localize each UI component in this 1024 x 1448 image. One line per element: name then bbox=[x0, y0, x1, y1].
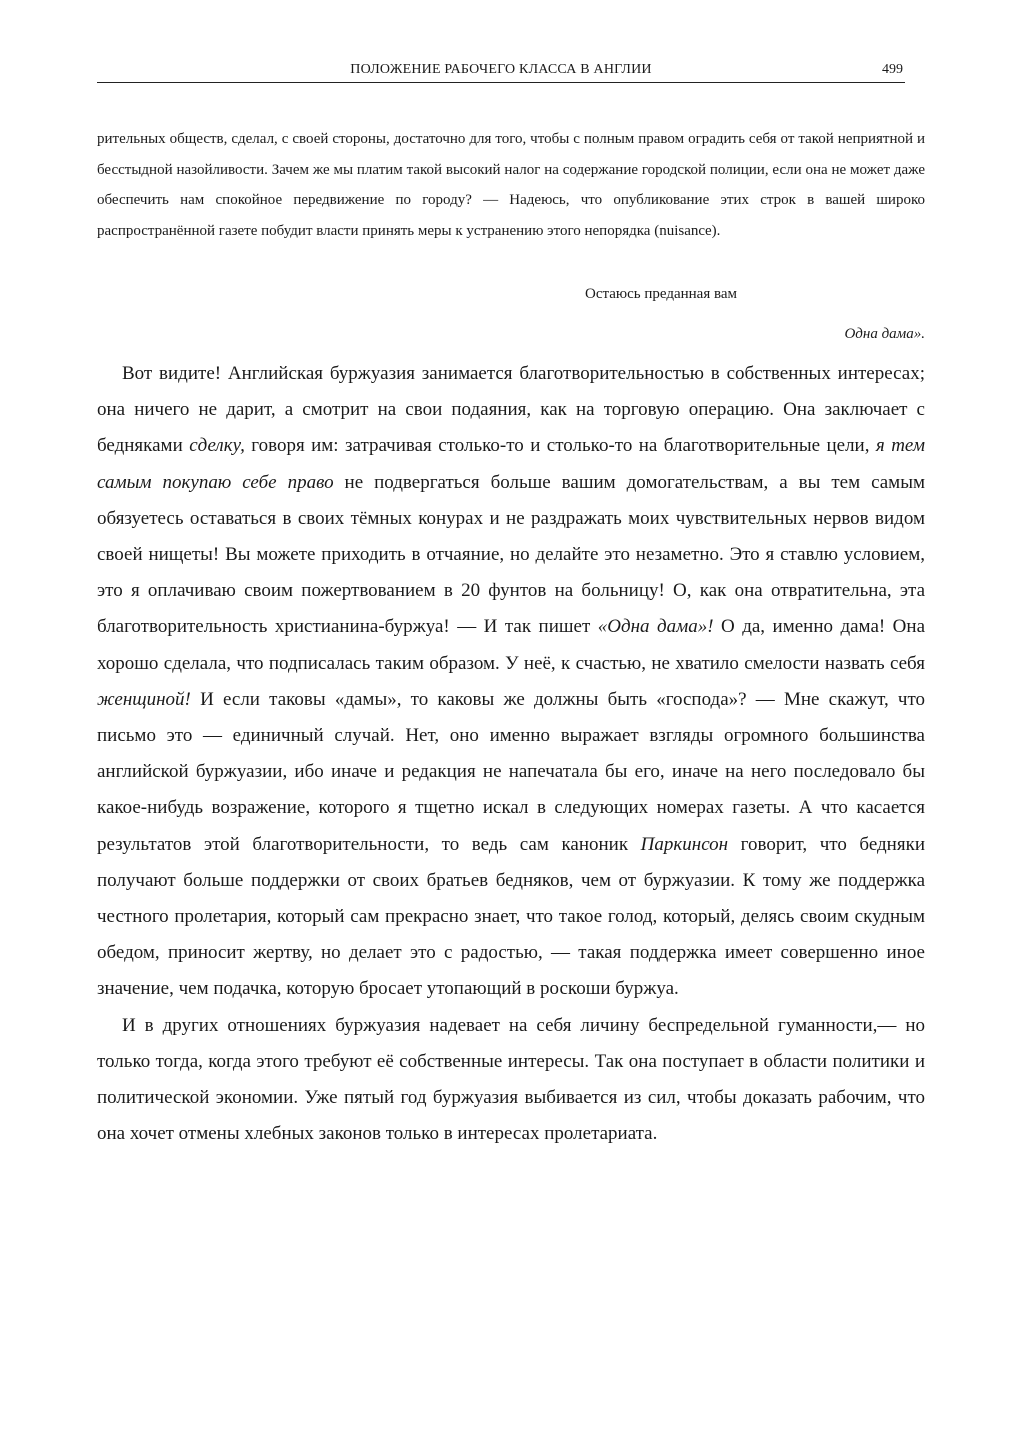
italic-run: «Одна дама»! bbox=[597, 616, 714, 638]
text-run: Вот видите! Английская буржуазия занимается благотворительностью в собственных интересах; она ничего не дарит, а смотрит на свои подаяния, как на торговую операцию. Она заключает с бедняками bbox=[97, 363, 925, 457]
header-title: ПОЛОЖЕНИЕ РАБОЧЕГО КЛАССА В АНГЛИИ bbox=[350, 62, 652, 77]
paragraph-1 bbox=[97, 356, 925, 1008]
letter-excerpt bbox=[97, 124, 925, 246]
text-run: говорит, что бедняки получают больше поддержки от своих братьев бедняков, чем от буржуазии. К тому же поддержка честного пролетария, который сам прекрасно знает, что такое голод, который, делясь своим скудным обедом, приносит жертву, но делает это с радостью, — такая поддержка имеет совершенно иное значение, чем подачка, которую бросает утопающий в роскоши буржуа. bbox=[97, 833, 925, 1000]
running-header bbox=[97, 60, 905, 83]
text-run: И если таковы «дамы», то каковы же должны быть «господа»? — Мне скажут, что письмо это — единичный случай. Нет, оно именно выражает взгляды огромного большинства английской буржуазии, ибо иначе и редакция не напечатала бы его, иначе на него последовало бы какое-нибудь возражение, которого я тщетно искал в следующих номерах газеты. А что касается результатов этой благотворительности, то ведь сам каноник bbox=[97, 688, 925, 855]
italic-run: Паркинсон bbox=[640, 833, 729, 855]
paragraph-2 bbox=[97, 1008, 925, 1153]
italic-run: я тем самым покупаю себе право bbox=[97, 435, 925, 493]
letter-signature: Одна дама». bbox=[844, 326, 925, 342]
text-run: не подвергаться больше вашим домогательствам, а вы тем самым обязуетесь оставаться в своих тёмных конурах и не раздражать моих чувствительных нервов видом своей нищеты! Вы можете приходить в отчаяние, но делайте это незаметно. Это я ставлю условием, это я оплачиваю своим пожертвованием в 20 фунтов на больницу! О, как она отвратительна, эта благотворительность христианина-буржуа! — И так пишет bbox=[97, 471, 925, 638]
text-run: И в других отношениях буржуазия надевает на себя личину беспредельной гуманности,— но только тогда, когда этого требуют её собственные интересы. Так она поступает в области политики и политической экономии. Уже пятый год буржуазия выбивается из сил, чтобы доказать рабочим, что она хочет отмены хлебных законов только в интересах пролетариата. bbox=[97, 1014, 925, 1145]
letter-closing: Остаюсь преданная вам bbox=[585, 286, 738, 302]
italic-run: женщиной! bbox=[97, 688, 191, 710]
italic-run: сделку, bbox=[189, 435, 245, 457]
text-run: О да, именно дама! Она хорошо сделала, что подписалась таким образом. У неё, к счастью, не хватило смелости назвать себя bbox=[97, 616, 926, 674]
main-text bbox=[97, 356, 925, 1152]
page-number: 499 bbox=[882, 62, 903, 77]
text-run: говоря им: затрачивая столько-то и столько-то на благотворительные цели, bbox=[244, 435, 876, 457]
letter-text: рительных обществ, сделал, с своей стороны, достаточно для того, чтобы с полным правом оградить себя от такой неприятной и бесстыдной назойливости. Зачем же мы платим такой высокий налог на содержание городской полиции, если она не может даже обеспечить нам спокойное передвижение по городу? — Надеюсь, что опубликование этих строк в вашей широко распространённой газете побудит власти принять меры к устранению этого непорядка (nuisance). bbox=[97, 131, 925, 239]
